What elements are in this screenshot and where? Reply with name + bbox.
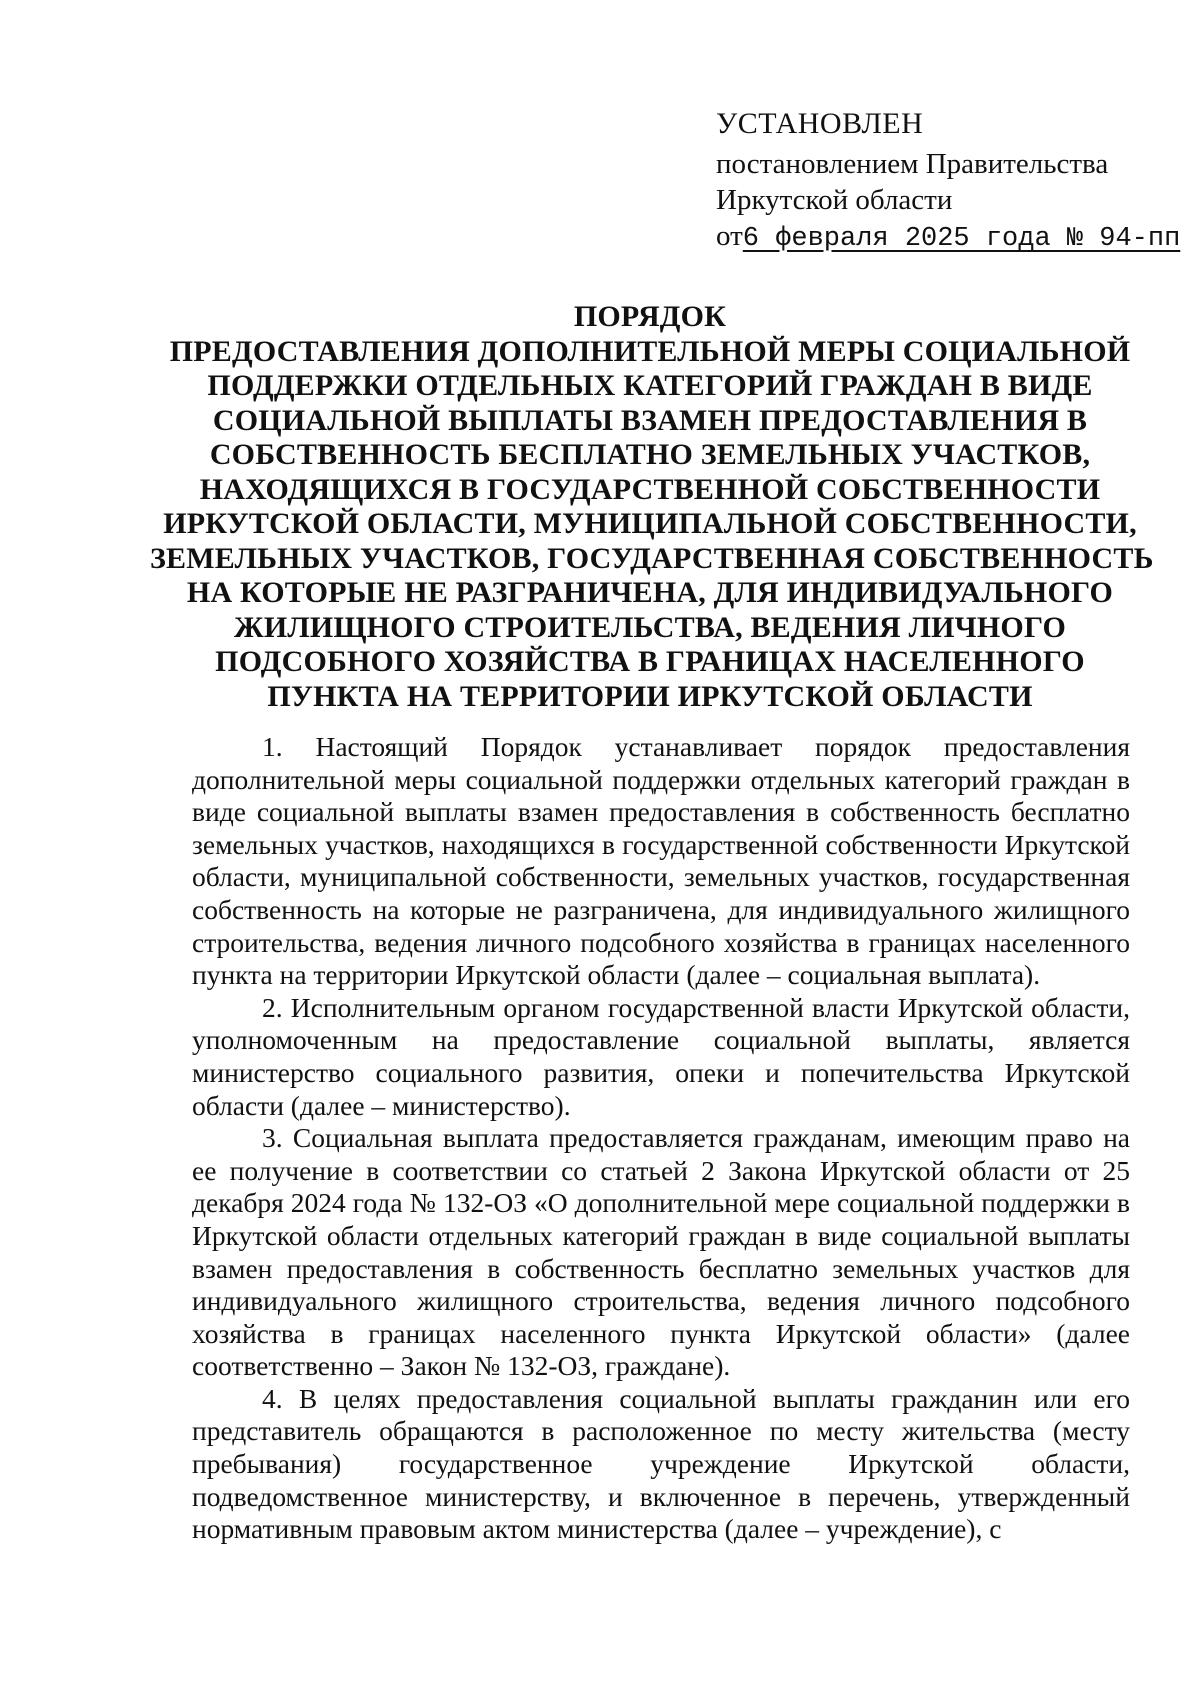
approval-line-2: Иркутской области [716, 184, 953, 216]
title-line: ЗЕМЕЛЬНЫХ УЧАСТКОВ, ГОСУДАРСТВЕННАЯ СОБСТВЕННОСТЬ [150, 541, 1154, 575]
approval-date-prefix: от [716, 220, 743, 252]
approval-date-line [716, 218, 1181, 257]
title-line: ПУНКТА НА ТЕРРИТОРИИ ИРКУТСКОЙ ОБЛАСТИ [267, 679, 1033, 713]
approval-block [716, 106, 1181, 257]
title-line: ПОДДЕРЖКИ ОТДЕЛЬНЫХ КАТЕГОРИЙ ГРАЖДАН В ВИДЕ [207, 369, 1093, 402]
title-line: СОБСТВЕННОСТЬ БЕСПЛАТНО ЗЕМЕЛЬНЫХ УЧАСТКОВ, [209, 438, 1091, 471]
title-line: СОЦИАЛЬНОЙ ВЫПЛАТЫ ВЗАМЕН ПРЕДОСТАВЛЕНИЯ В [212, 403, 1088, 437]
approval-line-1: постановлением Правительства [716, 148, 1109, 180]
paragraph-1: 1. Настоящий Порядок устанавливает порядок предоставления дополнительной меры социальной поддержки отдельных категорий граждан в виде социальной выплаты взамен предоставления в собственность бесплатно земельных участков, находящихся в государственной собственности Иркутской области, муниципальной собственности, земельных участков, государственная собственность на которые не разграничена, для индивидуального жилищного строительства, ведения личного подсобного хозяйства в границах населенного пункта на территории Иркутской области (далее – социальная выплата). [192, 731, 1130, 991]
document-body [192, 731, 1130, 1546]
approval-stamp: УСТАНОВЛЕН [716, 107, 924, 140]
title-line: ЖИЛИЩНОГО СТРОИТЕЛЬСТВА, ВЕДЕНИЯ ЛИЧНОГО [233, 610, 1067, 644]
approval-date-number: 6 февраля 2025 года № 94-пп [742, 224, 1181, 254]
paragraph-4: 4. В целях предоставления социальной выплаты гражданин или его представитель обращаются в расположенное по месту жительства (месту пребывания) государственное учреждение Иркутской области, подведомственное министерству, и включенное в перечень, утвержденный нормативным правовым актом министерства (далее – учреждение), с [192, 1382, 1130, 1545]
title-line: ПОДСОБНОГО ХОЗЯЙСТВА В ГРАНИЦАХ НАСЕЛЕННОГО [215, 645, 1085, 678]
title-line: НА КОТОРЫЕ НЕ РАЗГРАНИЧЕНА, ДЛЯ ИНДИВИДУАЛЬНОГО [186, 576, 1114, 609]
paragraph-2: 2. Исполнительным органом государственной власти Иркутской области, уполномоченным на предоставление социальной выплаты, является министерство социального развития, опеки и попечительства Иркутской области (далее – министерство). [192, 991, 1130, 1121]
title-line: ПОРЯДОК [573, 300, 727, 333]
title-line: ПРЕДОСТАВЛЕНИЯ ДОПОЛНИТЕЛЬНОЙ МЕРЫ СОЦИАЛЬНОЙ [169, 334, 1131, 368]
document-title [150, 300, 1154, 714]
title-line: НАХОДЯЩИХСЯ В ГОСУДАРСТВЕННОЙ СОБСТВЕННОСТИ [199, 472, 1101, 506]
title-line: ИРКУТСКОЙ ОБЛАСТИ, МУНИЦИПАЛЬНОЙ СОБСТВЕННОСТИ, [163, 507, 1137, 540]
paragraph-3: 3. Социальная выплата предоставляется гражданам, имеющим право на ее получение в соответствии со статьей 2 Закона Иркутской области от 25 декабря 2024 года № 132-ОЗ «О дополнительной мере социальной поддержки в Иркутской области отдельных категорий граждан в виде социальной выплаты взамен предоставления в собственность бесплатно земельных участков для индивидуального жилищного строительства, ведения личного подсобного хозяйства в границах населенного пункта Иркутской области» (далее соответственно – Закон № 132-ОЗ, граждане). [192, 1122, 1130, 1382]
